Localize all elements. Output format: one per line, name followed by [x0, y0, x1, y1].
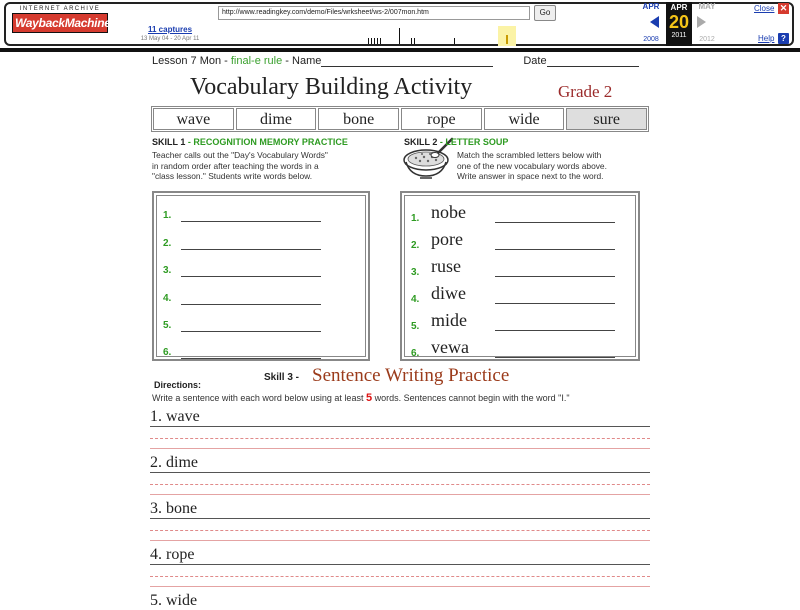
answer-line[interactable]	[495, 303, 615, 304]
answer-line[interactable]	[181, 221, 321, 222]
sentence-item: 4. rope	[150, 546, 195, 563]
skill1-answer-box	[152, 191, 370, 361]
writing-midline	[150, 530, 650, 531]
prev-year-label[interactable]: 2008	[643, 36, 659, 43]
writing-midline	[150, 484, 650, 485]
skill3-instructions	[152, 392, 570, 404]
scrambled-word: diwe	[431, 283, 466, 303]
instr-number: 5	[365, 392, 373, 404]
wayback-toolbar	[0, 0, 800, 52]
wayback-go-button[interactable]: Go	[534, 5, 556, 21]
answer-number: 3.	[163, 265, 172, 276]
vocab-word: dime	[236, 108, 317, 130]
answer-line[interactable]	[181, 304, 321, 305]
current-date-box	[666, 2, 692, 46]
name-blank	[321, 55, 493, 67]
skill1-desc-line: Teacher calls out the "Day's Vocabulary Words"	[152, 150, 328, 160]
answer-number: 6.	[163, 347, 172, 358]
skill1-desc-line: "class lesson." Students write words below.	[152, 171, 313, 182]
wayback-logo-main: WaybackMachine	[12, 13, 108, 33]
current-year: 2011	[671, 32, 687, 39]
skill3-label: Skill 3 -	[264, 372, 300, 383]
answer-number: 1.	[411, 213, 420, 224]
sentence-item: 5. wide	[150, 592, 198, 609]
scrambled-word: vewa	[431, 337, 469, 357]
vocab-word-row	[151, 106, 649, 132]
skill2-desc-line: Match the scrambled letters below with	[457, 150, 602, 160]
date-blank	[547, 55, 639, 67]
answer-line[interactable]	[495, 357, 615, 358]
vocab-word: bone	[318, 108, 399, 130]
timeline-tick	[371, 38, 372, 44]
prev-capture-arrow-icon[interactable]	[650, 16, 659, 28]
timeline-tick	[454, 38, 455, 44]
captures-link[interactable]: 11 captures	[147, 25, 193, 34]
writing-line[interactable]	[150, 518, 650, 519]
answer-line[interactable]	[495, 330, 615, 331]
next-year-label: 2012	[699, 36, 715, 43]
answer-number: 5.	[163, 320, 172, 331]
captures-range: 13 May 04 - 20 Apr 11	[140, 36, 200, 42]
timeline-tick	[414, 38, 415, 44]
wayback-captures	[130, 25, 210, 42]
answer-line[interactable]	[181, 331, 321, 332]
skill2-name: LETTER SOUP	[445, 137, 509, 147]
next-month-label: MAY	[698, 2, 716, 11]
timeline-tick	[377, 38, 378, 44]
writing-line[interactable]	[150, 426, 650, 427]
skill3-title: Sentence Writing Practice	[312, 365, 510, 386]
timeline-tick	[399, 28, 400, 44]
timeline-tick	[411, 38, 412, 44]
answer-line[interactable]	[181, 358, 321, 359]
date-label: Date	[523, 55, 547, 67]
writing-midline	[150, 438, 650, 439]
prev-month-label[interactable]: APR	[642, 2, 660, 11]
scrambled-word: nobe	[431, 202, 466, 222]
skill1-name: RECOGNITION MEMORY PRACTICE	[193, 137, 348, 147]
scrambled-word: pore	[431, 229, 463, 249]
skill2-description	[457, 150, 652, 182]
sentence-item: 3. bone	[150, 500, 198, 517]
vocab-word: wave	[153, 108, 234, 130]
scrambled-word: mide	[431, 310, 467, 330]
writing-baseline	[150, 586, 650, 587]
close-link[interactable]: Close	[754, 4, 775, 13]
current-day: 20	[668, 12, 690, 32]
lesson-rule: final-e rule	[230, 55, 283, 67]
writing-baseline	[150, 494, 650, 495]
answer-number: 1.	[163, 210, 172, 221]
skill2-answer-box	[400, 191, 640, 361]
scrambled-word: ruse	[431, 256, 461, 276]
worksheet	[150, 54, 650, 609]
answer-number: 3.	[411, 267, 420, 278]
wayback-logo-top: INTERNET ARCHIVE	[19, 6, 101, 12]
sentence-item: 2. dime	[150, 454, 198, 471]
wayback-logo[interactable]	[12, 6, 111, 40]
current-month: APR	[670, 3, 688, 12]
lesson-line	[152, 55, 639, 67]
timeline-tick	[374, 38, 375, 44]
skill2-heading: SKILL 2 - LETTER SOUP	[404, 137, 509, 147]
answer-number: 5.	[411, 321, 420, 332]
answer-line[interactable]	[181, 249, 321, 250]
writing-line[interactable]	[150, 564, 650, 565]
skill1-heading: SKILL 1 - RECOGNITION MEMORY PRACTICE	[152, 137, 348, 147]
answer-line[interactable]	[181, 276, 321, 277]
question-icon[interactable]: ?	[778, 33, 789, 44]
vocab-word: wide	[484, 108, 565, 130]
grade-label: Grade 2	[558, 82, 613, 101]
writing-baseline	[150, 540, 650, 541]
answer-number: 2.	[411, 240, 420, 251]
skill1-desc-line: in random order after teaching the words in a	[152, 160, 319, 171]
directions-label: Directions:	[154, 380, 202, 390]
answer-number: 4.	[163, 293, 172, 304]
answer-number: 4.	[411, 294, 420, 305]
instr-text: Write a sentence with each word below using at least	[152, 393, 366, 403]
sentence-item: 1. wave	[150, 408, 200, 425]
skill2-label: SKILL 2	[404, 137, 438, 147]
page-title: Vocabulary Building Activity	[190, 74, 473, 100]
timeline-current-bar	[506, 35, 508, 44]
wayback-url-input[interactable]: http://www.readingkey.com/demo/Files/wrksheet/ws-2/007mon.htm	[218, 6, 530, 20]
answer-line[interactable]	[495, 249, 615, 250]
writing-midline	[150, 576, 650, 577]
vocab-word: sure	[566, 108, 647, 130]
answer-line[interactable]	[495, 222, 615, 223]
vocab-word: rope	[401, 108, 482, 130]
wayback-timeline[interactable]	[218, 26, 638, 46]
skill2-desc-line: one of the new vocabulary words above.	[457, 160, 607, 171]
writing-line[interactable]	[150, 472, 650, 473]
next-capture-arrow-icon	[697, 16, 706, 28]
skill2-desc-line: Write answer in space next to the word.	[457, 171, 604, 182]
skill1-description	[152, 150, 382, 182]
name-label: - Name	[282, 55, 322, 67]
answer-number: 6.	[411, 348, 420, 359]
lesson-prefix: Lesson 7 Mon -	[152, 55, 231, 67]
answer-line[interactable]	[495, 276, 615, 277]
help-link[interactable]: Help	[758, 34, 775, 43]
close-x-icon[interactable]: ✕	[779, 3, 788, 13]
instr-text: words. Sentences cannot begin with the word "I."	[372, 393, 570, 403]
writing-baseline	[150, 448, 650, 449]
answer-number: 2.	[163, 238, 172, 249]
timeline-tick	[380, 38, 381, 44]
timeline-tick	[368, 38, 369, 44]
skill1-label: SKILL 1	[152, 137, 186, 147]
